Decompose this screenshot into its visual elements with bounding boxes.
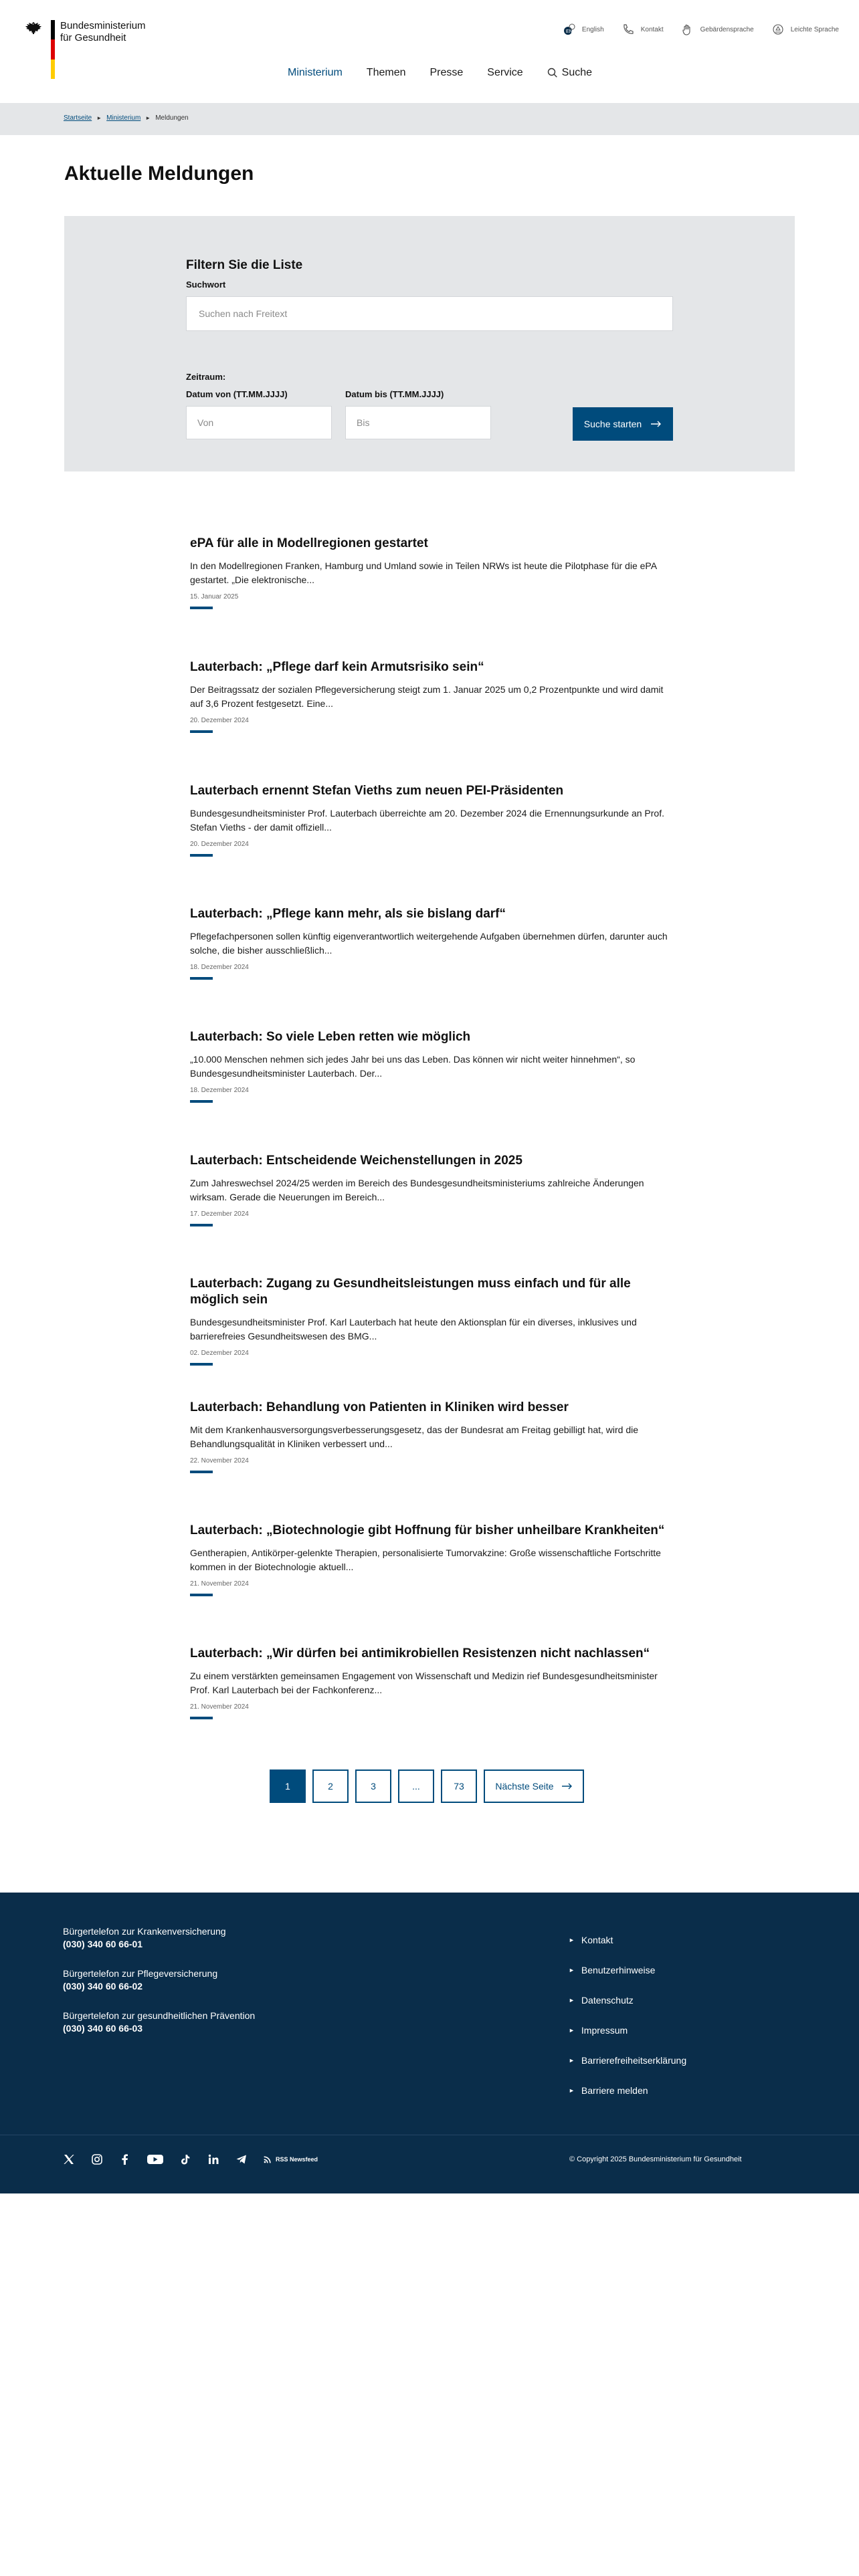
- rss-link[interactable]: [264, 2155, 318, 2163]
- page-title: Aktuelle Meldungen: [64, 163, 254, 185]
- svg-text:EN: EN: [565, 29, 573, 34]
- logo-line-1: Bundesministerium: [60, 20, 146, 31]
- search-input[interactable]: [186, 296, 673, 331]
- telegram-icon[interactable]: [235, 2153, 248, 2165]
- date-to-group: [345, 389, 491, 439]
- meta-link-label: Leichte Sprache: [790, 25, 839, 33]
- footer-link-label: Barrierefreiheitserklärung: [581, 2054, 687, 2066]
- footer-link-datenschutz[interactable]: [569, 1985, 686, 2015]
- hotline-list: [63, 1926, 255, 2052]
- news-title[interactable]: Lauterbach: So viele Leben retten wie möglich: [190, 1030, 471, 1044]
- date-from-group: [186, 389, 332, 439]
- hotline-number[interactable]: (030) 340 60 66-03: [63, 2023, 143, 2034]
- meta-navigation: [563, 23, 839, 36]
- hotline-item: [63, 1926, 255, 1949]
- news-item[interactable]: [190, 1400, 672, 1473]
- news-title[interactable]: Lauterbach: „Wir dürfen bei antimikrobiellen Resistenzen nicht nachlassen“: [190, 1646, 650, 1660]
- date-to-input[interactable]: [345, 406, 491, 439]
- breadcrumb-bar: [0, 103, 859, 135]
- chevron-right-icon: ►: [569, 2026, 575, 2034]
- youtube-icon[interactable]: [147, 2153, 163, 2165]
- news-date: 21. November 2024: [190, 1703, 249, 1711]
- easy-language-icon: [771, 23, 785, 36]
- next-page-button[interactable]: [484, 1769, 584, 1803]
- footer-link-label: Kontakt: [581, 1934, 613, 1945]
- linkedin-icon[interactable]: [207, 2153, 219, 2165]
- meta-link-sign-language[interactable]: [681, 23, 754, 36]
- news-accent-bar: [190, 1363, 213, 1366]
- news-item[interactable]: [190, 659, 672, 733]
- news-title[interactable]: Lauterbach: „Pflege darf kein Armutsrisiko sein“: [190, 660, 484, 674]
- news-date: 20. Dezember 2024: [190, 841, 249, 848]
- pagination: [270, 1769, 584, 1803]
- page-button-73[interactable]: 73: [441, 1769, 477, 1803]
- news-accent-bar: [190, 1100, 213, 1103]
- next-page-label: Nächste Seite: [495, 1781, 554, 1792]
- hotline-label: Bürgertelefon zur Krankenversicherung: [63, 1926, 226, 1937]
- news-accent-bar: [190, 1717, 213, 1719]
- news-item[interactable]: [190, 1029, 672, 1103]
- arrow-right-icon: [562, 1783, 573, 1790]
- phone-icon: [622, 23, 635, 36]
- chevron-right-icon: ►: [96, 115, 102, 121]
- sign-language-icon: [681, 23, 694, 36]
- news-item[interactable]: [190, 906, 672, 980]
- breadcrumb: [64, 114, 189, 122]
- footer-link-barrierefreiheit[interactable]: [569, 2045, 686, 2075]
- site-logo[interactable]: [24, 20, 146, 79]
- hotline-number[interactable]: (030) 340 60 66-01: [63, 1939, 143, 1949]
- news-title[interactable]: Lauterbach: „Biotechnologie gibt Hoffnung für bisher unheilbare Krankheiten“: [190, 1523, 665, 1537]
- news-date: 18. Dezember 2024: [190, 1087, 249, 1094]
- news-item[interactable]: [190, 783, 672, 857]
- footer-link-barriere-melden[interactable]: [569, 2075, 686, 2105]
- news-accent-bar: [190, 1224, 213, 1226]
- rss-label: RSS Newsfeed: [276, 2156, 318, 2163]
- news-teaser: Bundesgesundheitsminister Prof. Karl Lauterbach hat heute den Aktionsplan für ein diverses, inklusives und barrierefreies Gesundheitswesen des BMG...: [190, 1317, 637, 1341]
- facebook-icon[interactable]: [119, 2153, 131, 2165]
- chevron-right-icon: ►: [569, 1966, 575, 1973]
- search-submit-button[interactable]: [573, 407, 673, 441]
- footer-link-label: Datenschutz: [581, 1994, 634, 2006]
- news-date: 02. Dezember 2024: [190, 1350, 249, 1357]
- site-header: [0, 0, 859, 103]
- chevron-right-icon: ►: [569, 2086, 575, 2094]
- meta-link-english[interactable]: [563, 23, 604, 36]
- news-accent-bar: [190, 854, 213, 857]
- language-icon: [563, 23, 576, 36]
- main-navigation: [288, 67, 592, 79]
- meta-link-easy-language[interactable]: [771, 23, 839, 36]
- meta-link-label: Kontakt: [640, 25, 664, 33]
- news-accent-bar: [190, 607, 213, 609]
- breadcrumb-current: Meldungen: [155, 114, 189, 122]
- site-footer: [0, 1893, 859, 2193]
- news-date: 15. Januar 2025: [190, 593, 239, 601]
- news-date: 21. November 2024: [190, 1580, 249, 1588]
- news-accent-bar: [190, 1594, 213, 1596]
- footer-link-impressum[interactable]: [569, 2015, 686, 2045]
- nav-item-search-label: Suche: [561, 67, 593, 78]
- hotline-label: Bürgertelefon zur Pflegeversicherung: [63, 1968, 218, 1979]
- news-date: 20. Dezember 2024: [190, 717, 249, 724]
- social-links: [63, 2153, 318, 2165]
- news-teaser: Zum Jahreswechsel 2024/25 werden im Bereich des Bundesgesundheitsministeriums zahlreiche Änderungen wirksam. Gerade die Neuerungen im Bereich...: [190, 1178, 644, 1202]
- news-item[interactable]: [190, 1153, 672, 1226]
- arrow-right-icon: [651, 421, 662, 427]
- logo-text: [60, 20, 146, 44]
- nav-item-themen[interactable]: Themen: [366, 67, 406, 78]
- news-teaser: Pflegefachpersonen sollen künftig eigenverantwortlich weitergehende Aufgaben übernehmen dürfen, darunter auch solche, die bisher ausschließlich...: [190, 931, 668, 956]
- news-date: 17. Dezember 2024: [190, 1210, 249, 1218]
- news-accent-bar: [190, 730, 213, 733]
- news-teaser: Mit dem Krankenhausversorgungsverbesserungsgesetz, das der Bundesrat am Freitag gebilligt hat, wird die Behandlungsqualität in Kliniken verbessert und...: [190, 1424, 639, 1449]
- news-teaser: „10.000 Menschen nehmen sich jedes Jahr bei uns das Leben. Das können wir nicht weiter hinnehmen“, so Bundesgesundheitsminister Lauterbach. Der...: [190, 1054, 636, 1079]
- nav-item-service[interactable]: Service: [487, 67, 523, 78]
- x-icon[interactable]: [63, 2153, 75, 2165]
- news-item[interactable]: [190, 536, 672, 609]
- news-title[interactable]: Lauterbach: Zugang zu Gesundheitsleistungen muss einfach und für alle möglich sein: [190, 1277, 631, 1307]
- hotline-item: [63, 2010, 255, 2034]
- news-item[interactable]: [190, 1276, 672, 1366]
- news-accent-bar: [190, 1471, 213, 1473]
- meta-link-label: Gebärdensprache: [700, 25, 754, 33]
- search-label: Suchwort: [186, 280, 226, 290]
- news-title[interactable]: Lauterbach: Entscheidende Weichenstellungen in 2025: [190, 1154, 522, 1168]
- hotline-label: Bürgertelefon zur gesundheitlichen Prävention: [63, 2010, 256, 2021]
- news-title[interactable]: Lauterbach: „Pflege kann mehr, als sie bislang darf“: [190, 907, 506, 921]
- footer-link-label: Benutzerhinweise: [581, 1964, 656, 1975]
- news-teaser: Gentherapien, Antikörper-gelenkte Therapien, personalisierte Tumorvakzine: Große wissenschaftliche Fortschritte kommen in der Biotechnologie aktuell...: [190, 1547, 661, 1572]
- news-title[interactable]: ePA für alle in Modellregionen gestartet: [190, 536, 428, 550]
- hotline-item: [63, 1968, 255, 1992]
- copyright: © Copyright 2025 Bundesministerium für Gesundheit: [569, 2155, 742, 2163]
- nav-item-search[interactable]: [547, 67, 592, 79]
- chevron-right-icon: ►: [569, 1996, 575, 2004]
- tiktok-icon[interactable]: [179, 2153, 191, 2165]
- news-title[interactable]: Lauterbach ernennt Stefan Vieths zum neuen PEI-Präsidenten: [190, 784, 564, 798]
- rss-icon: [264, 2155, 272, 2163]
- federal-eagle-icon: [24, 20, 44, 40]
- filter-panel: [64, 216, 795, 471]
- period-label: Zeitraum:: [186, 372, 226, 382]
- news-date: 18. Dezember 2024: [190, 964, 249, 971]
- news-item[interactable]: [190, 1523, 672, 1596]
- news-title[interactable]: Lauterbach: Behandlung von Patienten in Kliniken wird besser: [190, 1400, 569, 1414]
- page-button-3[interactable]: 3: [355, 1769, 391, 1803]
- chevron-right-icon: ►: [569, 2056, 575, 2064]
- filter-title: Filtern Sie die Liste: [186, 258, 303, 272]
- footer-link-label: Impressum: [581, 2024, 628, 2036]
- page-button-2[interactable]: 2: [312, 1769, 349, 1803]
- hotline-number[interactable]: (030) 340 60 66-02: [63, 1981, 143, 1992]
- news-teaser: In den Modellregionen Franken, Hamburg und Umland sowie in Teilen NRWs ist heute die Pilotphase für die ePA gestartet. „Die elektronische...: [190, 560, 657, 585]
- news-date: 22. November 2024: [190, 1457, 249, 1465]
- footer-links: [569, 1925, 686, 2105]
- breadcrumb-link-home[interactable]: Startseite: [64, 114, 92, 122]
- news-item[interactable]: [190, 1646, 672, 1719]
- search-submit-label: Suche starten: [583, 419, 642, 429]
- breadcrumb-link-ministerium[interactable]: Ministerium: [106, 114, 141, 122]
- footer-link-benutzerhinweise[interactable]: [569, 1955, 686, 1985]
- chevron-right-icon: ►: [145, 115, 151, 121]
- search-icon: [547, 68, 558, 78]
- chevron-right-icon: ►: [569, 1936, 575, 1943]
- news-teaser: Der Beitragssatz der sozialen Pflegeversicherung steigt zum 1. Januar 2025 um 0,2 Prozentpunkte und wird damit auf 3,6 Prozent festgesetzt. Eine...: [190, 684, 664, 709]
- logo-line-2: für Gesundheit: [60, 32, 126, 43]
- meta-link-contact[interactable]: [622, 23, 664, 36]
- page-ellipsis: ...: [398, 1769, 434, 1803]
- flag-bar: [51, 20, 55, 79]
- news-teaser: Zu einem verstärkten gemeinsamen Engagement von Wissenschaft und Medizin rief Bundesgesundheitsminister Prof. Karl Lauterbach bei der Fachkonferenz...: [190, 1671, 658, 1695]
- news-accent-bar: [190, 977, 213, 980]
- page-button-1[interactable]: 1: [270, 1769, 306, 1803]
- date-from-label: Datum von (TT.MM.JJJJ): [186, 389, 288, 399]
- footer-link-kontakt[interactable]: [569, 1925, 686, 1955]
- news-teaser: Bundesgesundheitsminister Prof. Lauterbach überreichte am 20. Dezember 2024 die Ernennungsurkunde an Prof. Stefan Vieths - der damit offiziell...: [190, 808, 664, 833]
- footer-link-label: Barriere melden: [581, 2084, 648, 2096]
- date-to-label: Datum bis (TT.MM.JJJJ): [345, 389, 444, 399]
- nav-item-presse[interactable]: Presse: [430, 67, 464, 78]
- instagram-icon[interactable]: [91, 2153, 103, 2165]
- meta-link-label: English: [581, 25, 604, 33]
- nav-item-ministerium[interactable]: Ministerium: [288, 67, 343, 78]
- date-from-input[interactable]: [186, 406, 332, 439]
